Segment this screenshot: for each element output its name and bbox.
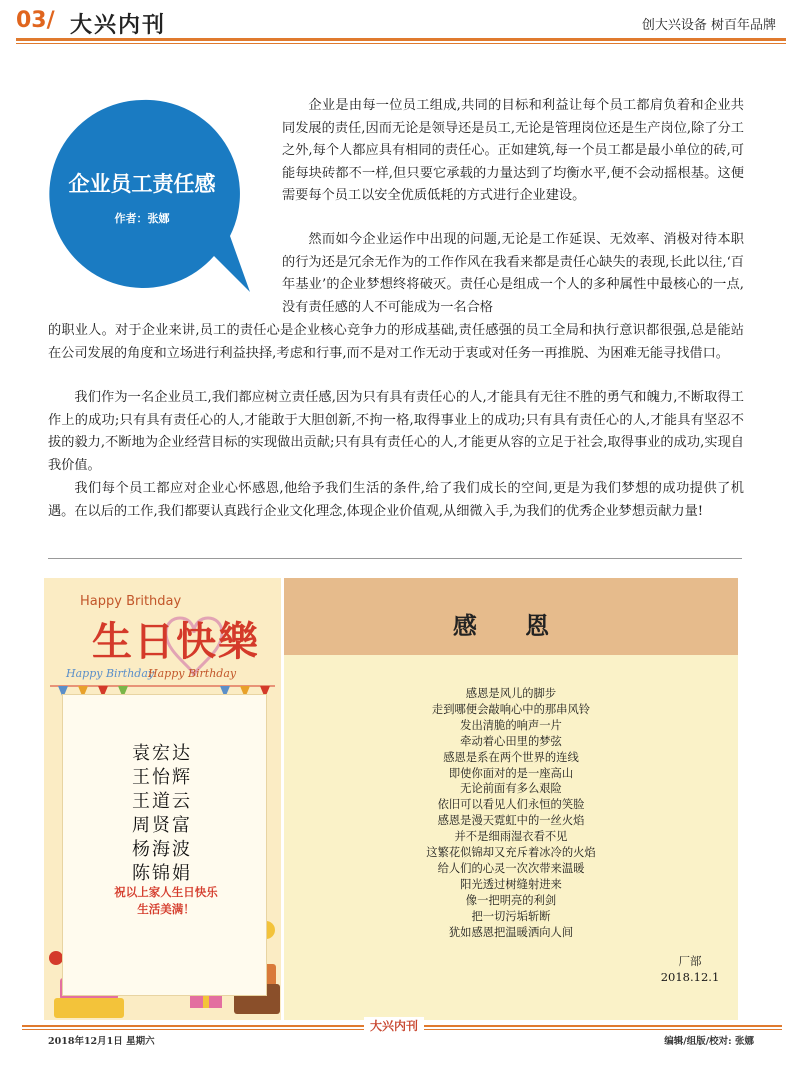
gratitude-title: 感 恩 xyxy=(452,612,570,640)
poem-line: 感恩是系在两个世界的连线 xyxy=(443,750,579,764)
footer-editors: 编辑/组版/校对: 张娜 xyxy=(664,1036,754,1047)
poem-line: 并不是细雨湿衣看不见 xyxy=(454,830,568,844)
poem-line: 感恩是漫天霓虹中的一丝火焰 xyxy=(437,814,585,828)
poem-line: 把一切污垢斩断 xyxy=(471,909,551,923)
birthday-banner-right: Happy Birthday xyxy=(148,667,237,680)
birthday-title: 生日快樂 xyxy=(92,618,260,665)
birthday-names xyxy=(132,742,192,886)
poem-line: 发出清脆的响声一片 xyxy=(460,718,562,732)
footer-publication: 大兴内刊 xyxy=(364,1017,424,1034)
poem-signature xyxy=(640,953,740,985)
footer-date: 2018年12月1日 星期六 xyxy=(48,1036,155,1047)
article-paragraph-2: 然而如今企业运作中出现的问题,无论是工作延误、无效率、消极对待本职的行为还是冗余无作为的工作作风在我看来都是责任心缺失的表现,长此以往,‘百年基业’的企业梦想终将破灭。责任心是组成一个人的多种属性中最核心的一点,没有责任感的人不可能成为一名合格 xyxy=(282,232,744,315)
poem-line: 犹如感恩把温暖洒向人间 xyxy=(448,925,574,939)
poem-line: 阳光透过树缝射进来 xyxy=(460,877,562,891)
poem-line: 无论前面有多么艰险 xyxy=(460,782,562,796)
signature-author: 厂部 xyxy=(678,954,702,968)
header-divider-thin xyxy=(16,43,786,44)
blessing-line-2: 生活美满！ xyxy=(137,902,195,916)
birthday-banner-left: Happy Birthday xyxy=(66,667,155,680)
poem-line: 即使你面对的是一座高山 xyxy=(448,766,574,780)
poem-line: 感恩是风儿的脚步 xyxy=(465,687,557,700)
poem-line: 走到哪便会敲响心中的那串风铃 xyxy=(431,702,591,716)
list-item: 袁宏达 xyxy=(132,743,192,764)
list-item: 周贤富 xyxy=(132,815,192,836)
poem-line: 像一把明亮的利剑 xyxy=(465,893,557,907)
gratitude-poem xyxy=(284,686,738,941)
list-item: 杨海波 xyxy=(132,839,192,860)
article-paragraph-4: 我们作为一名企业员工,我们都应树立责任感,因为只有具有责任心的人,才能具有无往不胜的勇气和魄力,不断取得工作上的成功;只有具有责任心的人,才能敢于大胆创新,不拘一格,取得事业上的成功;只有具有责任心的人,才能具有坚忍不拔的毅力,不断地为企业经营目标的实现做出贡献;只有具有责任心的人,才能更从容的立足于社会,取得事业的成功,实现自我价值。 xyxy=(48,390,744,473)
poem-line: 依旧可以看见人们永恒的笑脸 xyxy=(437,798,585,812)
signature-date: 2018.12.1 xyxy=(660,970,720,984)
header-slogan: 创大兴设备 树百年品牌 xyxy=(641,18,776,33)
speech-bubble-icon xyxy=(44,96,254,304)
birthday-blessing xyxy=(80,884,252,918)
section-divider xyxy=(48,558,742,559)
article-paragraph-5: 我们每个员工都应对企业心怀感恩,他给予我们生活的条件,给了我们成长的空间,更是为我们梦想的成功提供了机遇。在以后的工作,我们都要认真践行企业文化理念,体现企业价值观,从细微入手,为我们的优秀企业梦想贡献力量! xyxy=(48,481,744,519)
poem-line: 牵动着心田里的梦弦 xyxy=(460,734,562,748)
poem-line: 给人们的心灵一次次带来温暖 xyxy=(437,861,585,875)
publication-title: 大兴内刊 xyxy=(70,13,167,38)
article-title: 企业员工责任感 xyxy=(68,172,216,196)
poem-line: 这繁花似锦却又充斥着冰冷的火焰 xyxy=(426,846,596,860)
article-author: 作者：张娜 xyxy=(114,212,170,225)
header-divider xyxy=(16,38,786,41)
list-item: 王怡辉 xyxy=(132,767,192,788)
page-number: 03/ xyxy=(16,8,55,33)
article-paragraph-3: 的职业人。对于企业来讲,员工的责任心是企业核心竞争力的形成基础,责任感强的员工全局和执行意识都很强,总是能站在公司发展的角度和立场进行利益抉择,考虑和行事,而不是对工作无动于衷或对任务一再推脱、为困难无能寻找借口。 xyxy=(48,323,744,361)
article-paragraph-1: 企业是由每一位员工组成,共同的目标和利益让每个员工都肩负着和企业共同发展的责任,因而无论是领导还是员工,无论是管理岗位还是生产岗位,除了分工之外,每个人都应具有相同的责任心。正如建筑,每一个员工都是最小单位的砖,可能每块砖都不一样,但只要它承载的力量达到了均衡水平,便不会动摇根基。这便需要每个员工以安全优质低耗的方式进行企业建设。 xyxy=(282,98,744,204)
list-item: 陈锦娟 xyxy=(132,863,192,884)
blessing-line-1: 祝以上家人生日快乐 xyxy=(114,885,218,899)
happy-birthday-text: Happy Brithday xyxy=(80,594,182,609)
list-item: 王道云 xyxy=(132,791,192,812)
